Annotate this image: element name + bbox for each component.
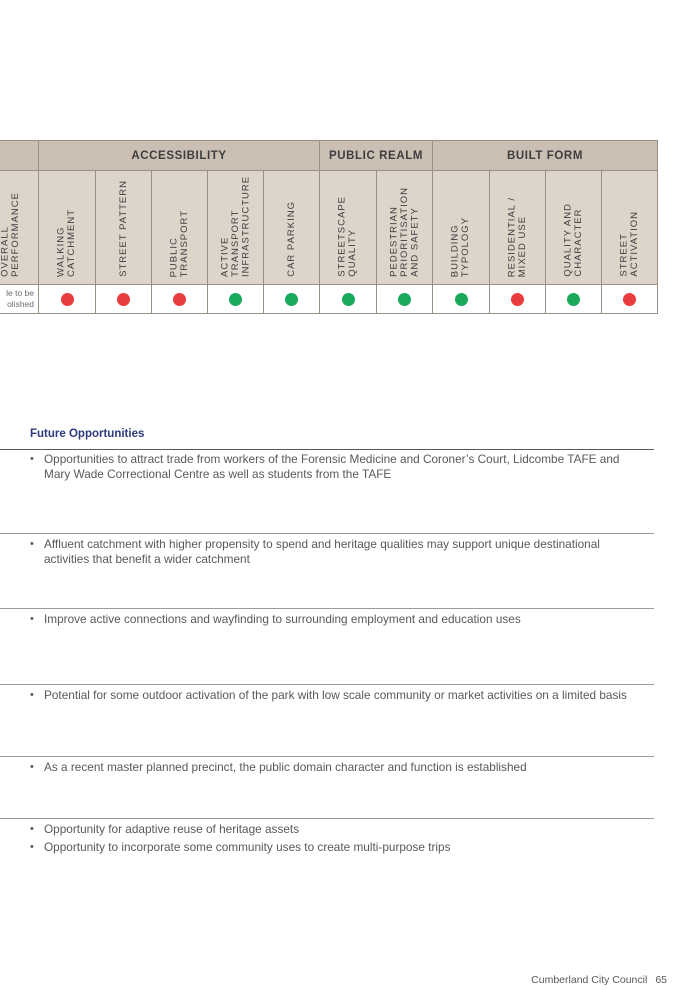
rating-cell <box>601 285 658 313</box>
column-header-street-activation <box>601 171 658 284</box>
overall-performance-text: le to be olished <box>6 288 34 309</box>
section-rule <box>0 608 654 609</box>
group-header-accessibility: ACCESSIBILITY <box>38 141 319 170</box>
column-header-label: BUILDING TYPOLOGY <box>449 216 471 277</box>
bullet-icon: • <box>30 689 34 701</box>
opportunity-item <box>30 452 645 482</box>
opportunity-text: Opportunities to attract trade from workers of the Forensic Medicine and Coroner’s Court, Lidcombe TAFE and Mary Wade Correctional Centre as well as students from the TAFE <box>44 452 620 481</box>
section-rule <box>0 533 654 534</box>
rating-dot <box>398 293 411 306</box>
rating-cell <box>207 285 263 313</box>
bullet-icon: • <box>30 453 34 465</box>
rating-dot <box>61 293 74 306</box>
column-header-building-typology <box>432 171 489 284</box>
column-header-label: PEDESTRIAN PRIORITISATION AND SAFETY <box>387 187 420 277</box>
rating-cell <box>432 285 489 313</box>
rating-dot <box>117 293 130 306</box>
rating-row <box>0 285 658 314</box>
column-header-label: PUBLIC TRANSPORT <box>168 209 190 277</box>
opportunity-item <box>30 537 645 567</box>
opportunity-text: Potential for some outdoor activation of the park with low scale community or market activities on a limited basis <box>44 688 627 702</box>
rating-cell <box>489 285 545 313</box>
column-header-car-parking <box>263 171 319 284</box>
opportunity-text: Opportunity to incorporate some community uses to create multi-purpose trips <box>44 840 451 854</box>
page-footer <box>531 974 667 986</box>
opportunity-item <box>30 822 645 837</box>
section-rule <box>0 756 654 757</box>
column-header-public-transport <box>151 171 207 284</box>
column-header-label: ACTIVE TRANSPORT INFRASTRUCTURE <box>218 175 251 277</box>
rating-dot <box>285 293 298 306</box>
rating-cell <box>376 285 432 313</box>
column-header-label: CAR PARKING <box>285 201 297 277</box>
bullet-icon: • <box>30 841 34 853</box>
column-header-label: OVERALL PERFORMANCE <box>0 192 22 277</box>
rating-cell <box>95 285 151 313</box>
column-header-row <box>0 171 658 285</box>
rating-dot <box>567 293 580 306</box>
rating-dot <box>511 293 524 306</box>
footer-council-name: Cumberland City Council <box>531 974 648 986</box>
column-header-label: QUALITY AND CHARACTER <box>562 203 584 277</box>
group-header-built-form: BUILT FORM <box>432 141 658 170</box>
group-header-public-realm: PUBLIC REALM <box>319 141 432 170</box>
overall-performance-cell <box>0 285 38 313</box>
opportunity-text: Improve active connections and wayfinding to surrounding employment and education uses <box>44 612 521 626</box>
section-rule <box>0 818 654 819</box>
future-opportunities-title: Future Opportunities <box>30 428 145 440</box>
bullet-icon: • <box>30 823 34 835</box>
rating-cell <box>263 285 319 313</box>
column-header-residential-mixed-use <box>489 171 545 284</box>
rating-dot <box>173 293 186 306</box>
section-rule <box>0 449 654 450</box>
opportunity-text: Affluent catchment with higher propensity to spend and heritage qualities may support unique destinational activities that benefit a wider catchment <box>44 537 600 566</box>
rating-dot <box>623 293 636 306</box>
opportunity-text: As a recent master planned precinct, the public domain character and function is established <box>44 760 527 774</box>
group-header-overall <box>0 141 38 170</box>
column-header-label: WALKING CATCHMENT <box>55 209 77 277</box>
column-header-label: RESIDENTIAL / MIXED USE <box>506 196 528 277</box>
column-header-active-transport <box>207 171 263 284</box>
opportunity-item <box>30 840 645 855</box>
column-header-streetscape-quality <box>319 171 376 284</box>
rating-dot <box>455 293 468 306</box>
opportunity-item <box>30 760 645 775</box>
column-header-pedestrian-prioritisation <box>376 171 432 284</box>
rating-cell <box>545 285 601 313</box>
rating-cell <box>319 285 376 313</box>
section-rule <box>0 684 654 685</box>
column-header-label: STREET PATTERN <box>117 180 129 277</box>
column-header-street-pattern <box>95 171 151 284</box>
column-header-label: STREETSCAPE QUALITY <box>336 196 358 277</box>
bullet-icon: • <box>30 538 34 550</box>
group-header-row <box>0 140 658 171</box>
opportunity-item <box>30 612 645 627</box>
opportunity-text: Opportunity for adaptive reuse of heritage assets <box>44 822 300 836</box>
rating-dot <box>229 293 242 306</box>
bullet-icon: • <box>30 761 34 773</box>
rating-cell <box>151 285 207 313</box>
column-header-quality-character <box>545 171 601 284</box>
column-header-walking-catchment <box>38 171 95 284</box>
opportunity-item <box>30 688 645 703</box>
rating-dot <box>342 293 355 306</box>
page-number: 65 <box>655 974 667 986</box>
column-header-label: STREET ACTIVATION <box>618 211 640 277</box>
rating-cell <box>38 285 95 313</box>
assessment-table <box>0 140 658 314</box>
column-header-overall-performance <box>0 171 38 284</box>
bullet-icon: • <box>30 613 34 625</box>
